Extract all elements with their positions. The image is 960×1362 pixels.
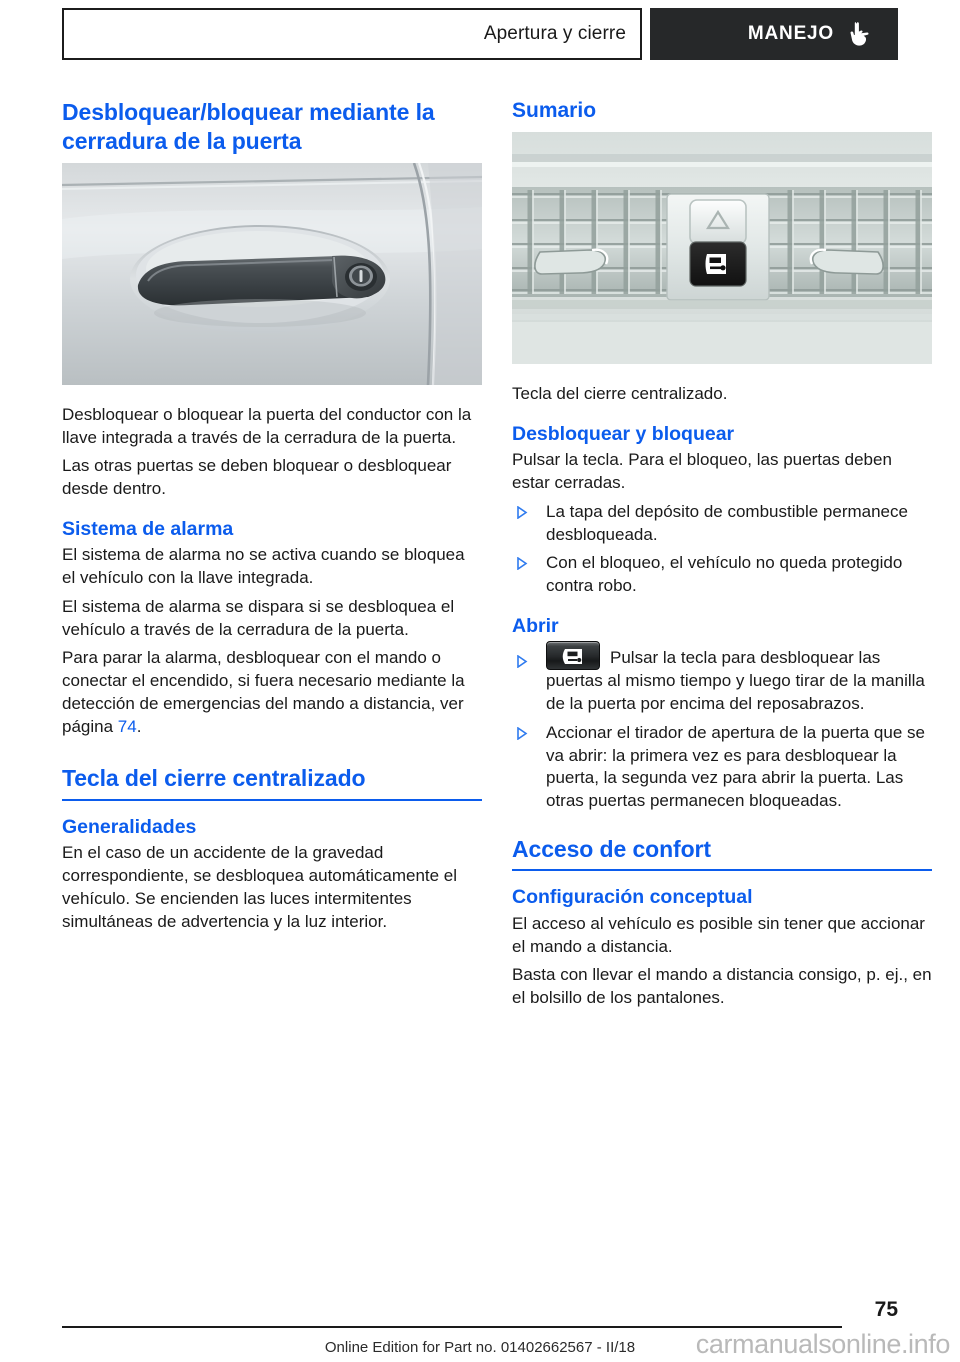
header-section-label: Apertura y cierre [483,23,626,44]
list-item [512,722,932,813]
paragraph-with-page-reference [62,647,482,738]
heading-configuracion-conceptual: Configuración conceptual [512,886,753,909]
site-watermark: carmanualsonline.info [695,1329,950,1359]
bullet-list-desbloquear [512,501,932,598]
triangle-bullet-icon [517,655,528,668]
pointing-hand-icon [848,21,870,47]
paragraph: Desbloquear o bloquear la puerta del conductor con la llave integrada a través de la cerradura de la puerta. [62,404,472,447]
paragraph: Basta con llevar el mando a distancia consigo, p. ej., en el bolsillo de los pantalones. [512,965,932,1008]
heading-sumario: Sumario [512,99,597,122]
header-chapter-label: MANEJO [747,23,834,44]
door-handle-photo [62,163,482,385]
footer-edition-line: Online Edition for Part no. 01402662567 - II/18 [324,1339,636,1356]
page-number: 75 [874,1298,898,1321]
header-chapter-tab[interactable] [650,8,898,60]
triangle-bullet-icon [517,557,528,570]
center-console-figure [512,132,932,369]
car-door-key-button-icon [546,641,600,670]
list-item-text: La tapa del depósito de combustible permanece desbloqueada. [546,501,908,544]
right-column [512,98,932,1016]
paragraph: En el caso de un accidente de la gravedad correspondiente, se desbloquea automáticamente el vehículo. Se encienden las luces intermitentes simultáneas de advertencia y la luz interior. [62,843,458,931]
page-reference-link[interactable]: 74 [117,716,137,736]
list-item [512,552,932,598]
list-item-text: Con el bloqueo, el vehículo no queda protegido contra robo. [546,553,903,596]
triangle-bullet-icon [517,727,528,740]
section-title-acceso-de-confort: Acceso de confort [512,835,932,871]
left-column [62,98,482,939]
paragraph-text-after-ref: . [136,716,142,736]
paragraph: El sistema de alarma no se activa cuando se bloquea el vehículo con la llave integrada. [62,545,465,588]
paragraph: El acceso al vehículo es posible sin tener que accionar el mando a distancia. [512,913,925,956]
list-item [512,501,932,547]
list-item [512,641,932,716]
door-handle-figure [62,163,482,390]
page-header [62,8,898,60]
paragraph: El sistema de alarma se dispara si se desbloquea el vehículo a través de la cerradura de la puerta. [62,596,455,639]
header-section-tab[interactable] [62,8,642,60]
heading-generalidades: Generalidades [62,815,197,838]
figure-caption: Tecla del cierre centralizado. [512,384,728,404]
paragraph: Pulsar la tecla. Para el bloqueo, las puertas deben estar cerradas. [512,450,892,493]
section-title-tecla-cierre-centralizado: Tecla del cierre centralizado [62,764,482,800]
list-item-text: Accionar el tirador de apertura de la puerta que se va abrir: la primera vez es para desbloquear la puerta, la segunda vez para abrir la puerta. Las otras puertas permanecen bloqueadas. [546,722,925,811]
bullet-list-abrir [512,641,932,813]
list-item-text: Pulsar la tecla para desbloquear las puertas al mismo tiempo y luego tirar de la manilla de la puerta por encima del reposabrazos. [546,648,925,714]
paragraph: Las otras puertas se deben bloquear o desbloquear desde dentro. [62,456,452,499]
heading-sistema-de-alarma: Sistema de alarma [62,517,234,540]
paragraph-text-before-ref: Para parar la alarma, desbloquear con el mando o conectar el encendido, si fuera necesario mediante la detección de emergencias del mando a distancia, ver página [62,648,465,736]
triangle-bullet-icon [517,506,528,519]
heading-abrir: Abrir [512,614,559,637]
heading-desbloquear-y-bloquear: Desbloquear y bloquear [512,423,735,446]
door-lock-glyph [706,254,727,274]
page-title: Desbloquear/bloquear mediante la cerradura de la puerta [62,99,435,155]
footer-divider [62,1326,842,1328]
center-console-lock-button-photo [512,132,932,364]
